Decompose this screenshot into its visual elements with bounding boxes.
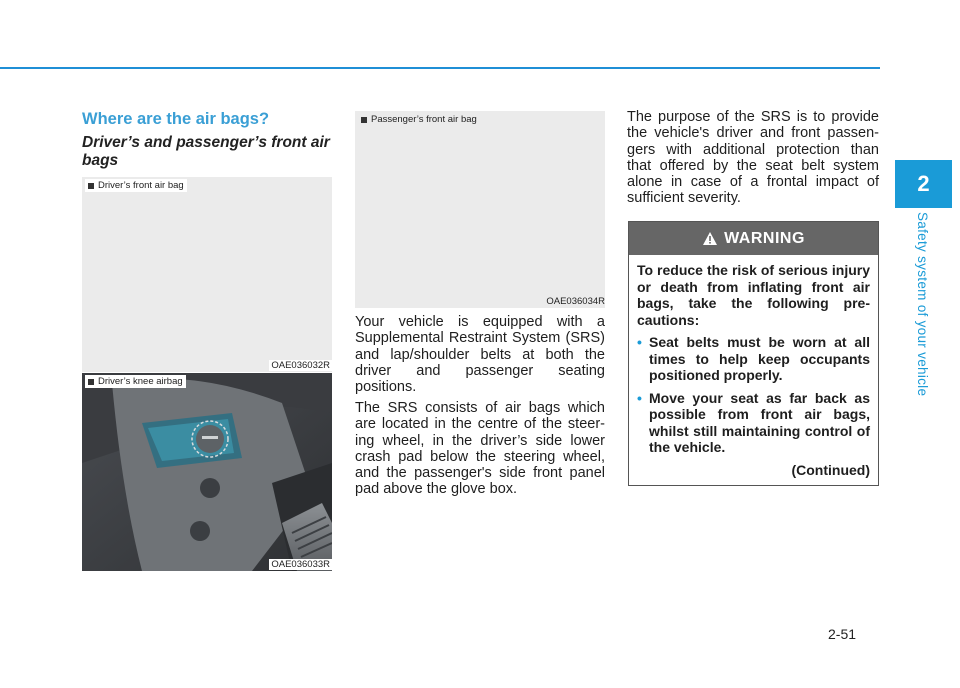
warning-intro: To reduce the risk of serious injury or death from inflating front air bags, take the following pre-cautions: — [637, 262, 870, 328]
figure-caption-text: Passenger’s front air bag — [371, 114, 477, 125]
figure-code: OAE036033R — [271, 559, 330, 570]
warning-continued: (Continued) — [791, 461, 870, 478]
warning-title: WARNING — [724, 229, 805, 247]
paragraph-srs-purpose: The purpose of the SRS is to provide the vehicle's driver and front passen-gers with additional protection than that offered by the seat belt system alone in case of a frontal impact of sufficient severity. — [627, 109, 879, 207]
warning-item — [637, 334, 870, 384]
square-bullet-icon — [361, 117, 367, 123]
header-rule — [0, 67, 880, 69]
square-bullet-icon — [88, 183, 94, 189]
warning-header — [629, 222, 878, 255]
chapter-number-tab: 2 — [895, 160, 952, 208]
warning-item-text: Move your seat as far back as possible from front air bags, whilst still maintaining control of the vehicle. — [649, 389, 870, 455]
bullet-icon: • — [637, 389, 642, 406]
figure-code: OAE036032R — [271, 360, 330, 371]
paragraph-srs-locations: The SRS consists of air bags which are located in the centre of the steer-ing wheel, in the driver’s side lower crash pad below the steering wheel, and the passenger's side front panel pad above the glove box. — [355, 400, 605, 498]
figure-caption-text: Driver’s front air bag — [98, 180, 184, 191]
figure-caption — [358, 113, 480, 126]
bullet-icon: • — [637, 334, 642, 350]
figure-driver-knee-airbag — [82, 373, 332, 571]
warning-body — [629, 255, 878, 478]
figure-caption — [85, 375, 186, 388]
section-heading: Where are the air bags? — [82, 110, 270, 128]
figure-code: OAE036034R — [546, 296, 605, 307]
figure-caption — [85, 179, 187, 192]
warning-box — [628, 221, 879, 486]
knee-airbag-illustration — [82, 373, 332, 571]
figure-passenger-front-airbag — [355, 111, 605, 308]
warning-triangle-icon — [702, 231, 718, 246]
figure-caption-text: Driver’s knee airbag — [98, 376, 183, 387]
paragraph-srs-intro: Your vehicle is equipped with a Supplemental Restraint System (SRS) and lap/shoulder belts at both the driver and passenger seating positions. — [355, 314, 605, 396]
chapter-title-vertical: Safety system of your vehicle — [915, 212, 930, 397]
figure-driver-front-airbag — [82, 177, 332, 372]
page-number: 2-51 — [828, 626, 857, 642]
square-bullet-icon — [88, 379, 94, 385]
warning-item — [637, 390, 870, 456]
sub-heading: Driver’s and passenger’s front air bags — [82, 134, 330, 169]
warning-item-text: Seat belts must be worn at all times to help keep occupants positioned properly. — [649, 334, 870, 383]
